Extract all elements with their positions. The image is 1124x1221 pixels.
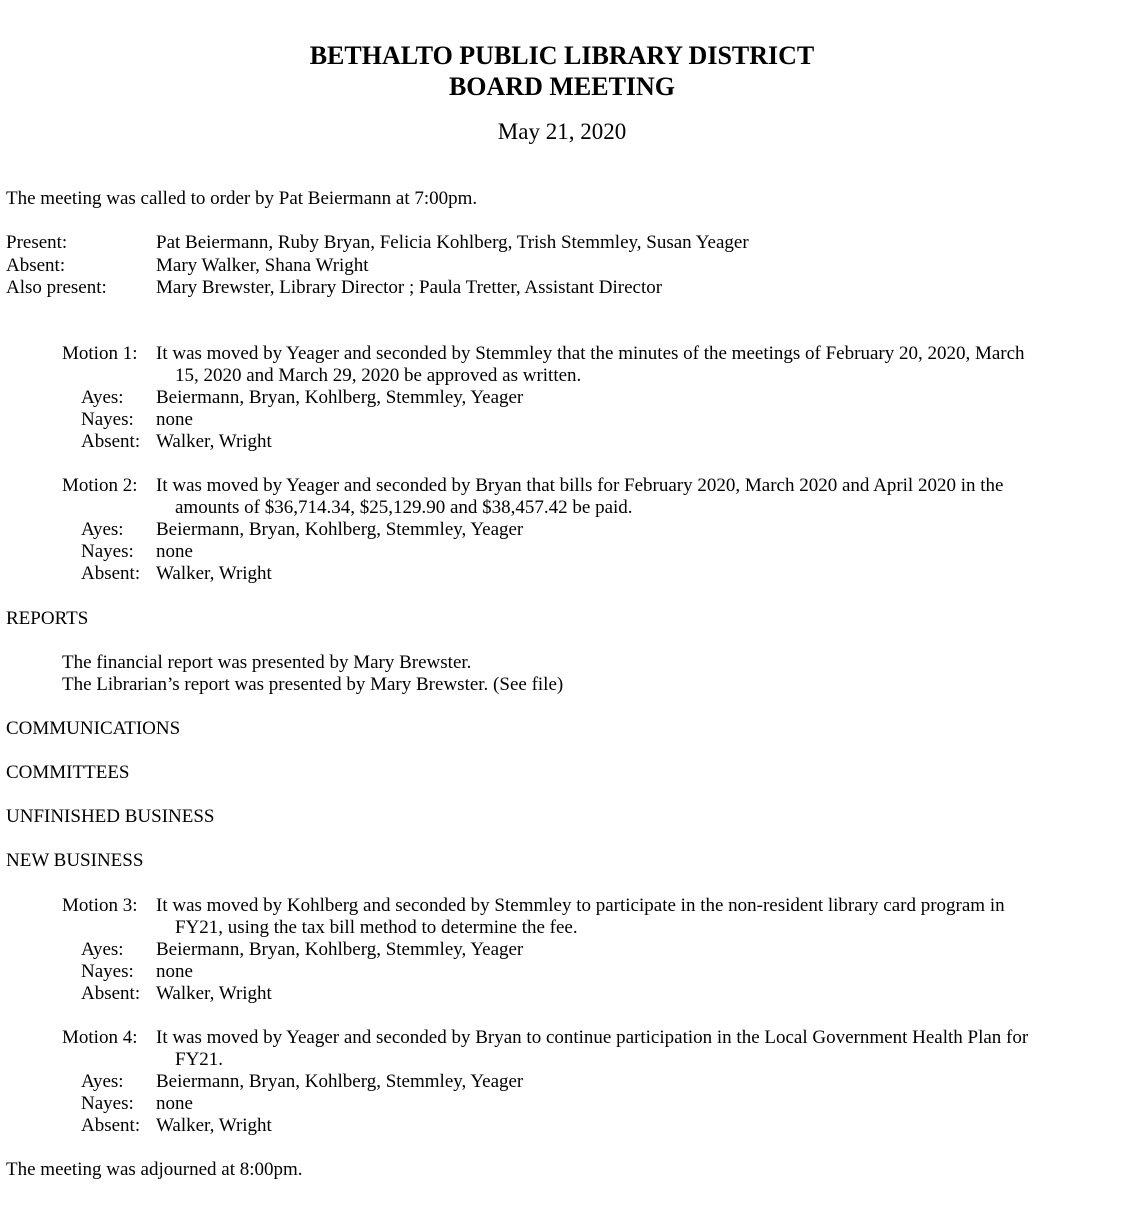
ayes-votes: Beiermann, Bryan, Kohlberg, Stemmley, Yeager	[156, 939, 524, 960]
absent-vote-label: Absent:	[81, 563, 141, 584]
ayes-label: Ayes:	[81, 1071, 124, 1092]
meeting-date: May 21, 2020	[497, 119, 627, 144]
absent-votes: Walker, Wright	[156, 563, 272, 584]
unfinished-business-heading: UNFINISHED BUSINESS	[6, 806, 215, 827]
present-members: Pat Beiermann, Ruby Bryan, Felicia Kohlberg, Trish Stemmley, Susan Yeager	[156, 232, 749, 253]
motion-label: Motion 4:	[62, 1027, 138, 1048]
absent-members: Mary Walker, Shana Wright	[156, 255, 369, 276]
document-title-line2: BOARD MEETING	[448, 72, 676, 101]
communications-heading: COMMUNICATIONS	[6, 718, 181, 739]
motion-label: Motion 3:	[62, 895, 138, 916]
ayes-label: Ayes:	[81, 519, 124, 540]
nayes-label: Nayes:	[81, 1093, 134, 1114]
nayes-votes: none	[156, 1093, 193, 1114]
reports-heading: REPORTS	[6, 608, 89, 629]
nayes-label: Nayes:	[81, 961, 134, 982]
nayes-votes: none	[156, 541, 193, 562]
motion-text-continued: amounts of $36,714.34, $25,129.90 and $38,457.42 be paid.	[175, 497, 633, 518]
motion-text: It was moved by Yeager and seconded by Stemmley that the minutes of the meetings of February 20, 2020, March	[156, 343, 1025, 364]
also-present-members: Mary Brewster, Library Director ; Paula Tretter, Assistant Director	[156, 277, 663, 298]
nayes-label: Nayes:	[81, 409, 134, 430]
motion-text: It was moved by Kohlberg and seconded by Stemmley to participate in the non-resident library card program in	[156, 895, 1005, 916]
closing-statement: The meeting was adjourned at 8:00pm.	[6, 1159, 303, 1180]
absent-votes: Walker, Wright	[156, 1115, 272, 1136]
ayes-votes: Beiermann, Bryan, Kohlberg, Stemmley, Yeager	[156, 519, 524, 540]
librarian-report-line: The Librarian’s report was presented by Mary Brewster. (See file)	[62, 674, 564, 695]
nayes-label: Nayes:	[81, 541, 134, 562]
financial-report-line: The financial report was presented by Mary Brewster.	[62, 652, 472, 673]
ayes-votes: Beiermann, Bryan, Kohlberg, Stemmley, Yeager	[156, 1071, 524, 1092]
absent-votes: Walker, Wright	[156, 983, 272, 1004]
motion-text: It was moved by Yeager and seconded by Bryan to continue participation in the Local Government Health Plan for	[156, 1027, 1029, 1048]
motion-label: Motion 2:	[62, 475, 138, 496]
motion-text-continued: 15, 2020 and March 29, 2020 be approved as written.	[175, 365, 582, 386]
motion-text-continued: FY21.	[175, 1049, 224, 1070]
motion-label: Motion 1:	[62, 343, 138, 364]
nayes-votes: none	[156, 409, 193, 430]
present-label: Present:	[6, 232, 68, 253]
nayes-votes: none	[156, 961, 193, 982]
ayes-label: Ayes:	[81, 939, 124, 960]
new-business-heading: NEW BUSINESS	[6, 850, 144, 871]
also-present-label: Also present:	[6, 277, 107, 298]
ayes-votes: Beiermann, Bryan, Kohlberg, Stemmley, Yeager	[156, 387, 524, 408]
opening-statement: The meeting was called to order by Pat Beiermann at 7:00pm.	[6, 188, 478, 209]
absent-vote-label: Absent:	[81, 983, 141, 1004]
document-title-line1: BETHALTO PUBLIC LIBRARY DISTRICT	[309, 41, 815, 70]
absent-votes: Walker, Wright	[156, 431, 272, 452]
ayes-label: Ayes:	[81, 387, 124, 408]
absent-label: Absent:	[6, 255, 66, 276]
absent-vote-label: Absent:	[81, 431, 141, 452]
motion-text: It was moved by Yeager and seconded by Bryan that bills for February 2020, March 2020 and April 2020 in the	[156, 475, 1004, 496]
absent-vote-label: Absent:	[81, 1115, 141, 1136]
motion-text-continued: FY21, using the tax bill method to determine the fee.	[175, 917, 578, 938]
committees-heading: COMMITTEES	[6, 762, 130, 783]
